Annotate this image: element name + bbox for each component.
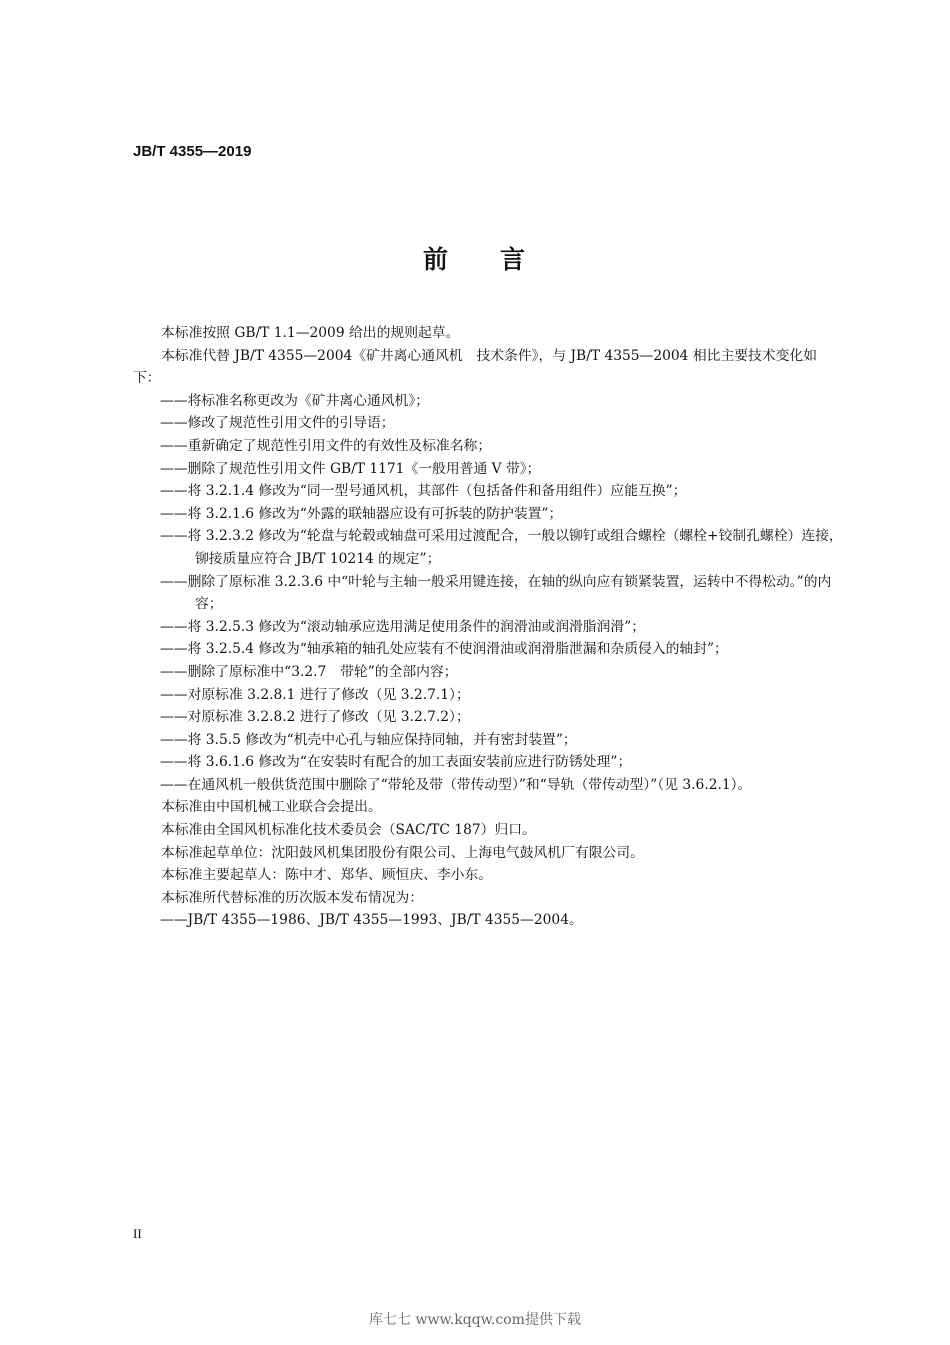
paragraph-proposer: 本标准由中国机械工业联合会提出。 bbox=[161, 799, 382, 816]
page-title bbox=[0, 240, 950, 276]
paragraph-drafters: 本标准主要起草人：陈中才、郑华、顾恒庆、李小东。 bbox=[161, 867, 493, 884]
paragraph-history-intro: 本标准所代替标准的历次版本发布情况为： bbox=[161, 889, 424, 906]
change-item: ——将 3.2.5.4 修改为“轴承箱的轴孔处应装有不使润滑油或润滑脂泄漏和杂质侵入的轴封”； bbox=[160, 641, 728, 658]
paragraph-drafting-units: 本标准起草单位：沈阳鼓风机集团股份有限公司、上海电气鼓风机厂有限公司。 bbox=[161, 844, 644, 861]
change-item: ——对原标准 3.2.8.2 进行了修改（见 3.2.7.2）； bbox=[160, 709, 470, 726]
change-item: ——将 3.6.1.6 修改为“在安装时有配合的加工表面安装前应进行防锈处理”； bbox=[160, 754, 632, 771]
paragraph-replacement: 本标准代替 JB/T 4355—2004《矿井离心通风机 技术条件》，与 JB/T 4355—2004 相比主要技术变化如下： bbox=[133, 347, 818, 387]
download-watermark: 库七七 www.kqqw.com提供下载 bbox=[369, 1312, 581, 1328]
change-item: ——将 3.2.3.2 修改为“轮盘与轮毂或轴盘可采用过渡配合，一般以铆钉或组合螺栓（螺栓+铰制孔螺栓）连接，铆接质量应符合 JB/T 10214 的规定”； bbox=[160, 528, 843, 567]
title-char-1: 前 bbox=[422, 245, 450, 274]
change-item: ——将 3.2.1.4 修改为“同一型号通风机，其部件（包括备件和备用组件）应能互换”； bbox=[160, 483, 687, 500]
change-item: ——将标准名称更改为《矿井离心通风机》； bbox=[160, 392, 430, 409]
change-item: ——将 3.2.1.6 修改为“外露的联轴器应设有可拆装的防护装置”； bbox=[160, 505, 563, 522]
change-item: ——将 3.5.5 修改为“机壳中心孔与轴应保持同轴，并有密封装置”； bbox=[160, 731, 577, 748]
history-item: ——JB/T 4355—1986、JB/T 4355—1993、JB/T 4355—2004。 bbox=[160, 912, 583, 929]
change-item: ——删除了规范性引用文件 GB/T 1171《一般用普通 V 带》； bbox=[160, 460, 541, 477]
change-item: ——对原标准 3.2.8.1 进行了修改（见 3.2.7.1）； bbox=[160, 686, 470, 703]
change-item: ——重新确定了规范性引用文件的有效性及标准名称； bbox=[160, 437, 492, 454]
paragraph-drafting-rules: 本标准按照 GB/T 1.1—2009 给出的规则起草。 bbox=[161, 325, 460, 341]
change-item: ——删除了原标准 3.2.3.6 中“叶轮与主轴一般采用键连接，在轴的纵向应有锁紧装置，运转中不得松动。”的内容； bbox=[160, 573, 832, 613]
change-item: ——修改了规范性引用文件的引导语； bbox=[160, 415, 395, 432]
foreword-body bbox=[133, 322, 843, 932]
title-char-2: 言 bbox=[500, 245, 528, 274]
change-item: ——将 3.2.5.3 修改为“滚动轴承应选用满足使用条件的润滑油或润滑脂润滑”； bbox=[160, 618, 646, 635]
document-code: JB/T 4355—2019 bbox=[133, 143, 252, 160]
change-item: ——删除了原标准中“3.2.7 带轮”的全部内容； bbox=[160, 663, 458, 680]
page-number: II bbox=[133, 1226, 142, 1241]
change-item: ——在通风机一般供货范围中删除了“带轮及带（带传动型）”和“导轨（带传动型）”（见 3.6.2.1）。 bbox=[160, 776, 752, 793]
paragraph-administrator: 本标准由全国风机标准化技术委员会（SAC/TC 187）归口。 bbox=[161, 822, 536, 839]
